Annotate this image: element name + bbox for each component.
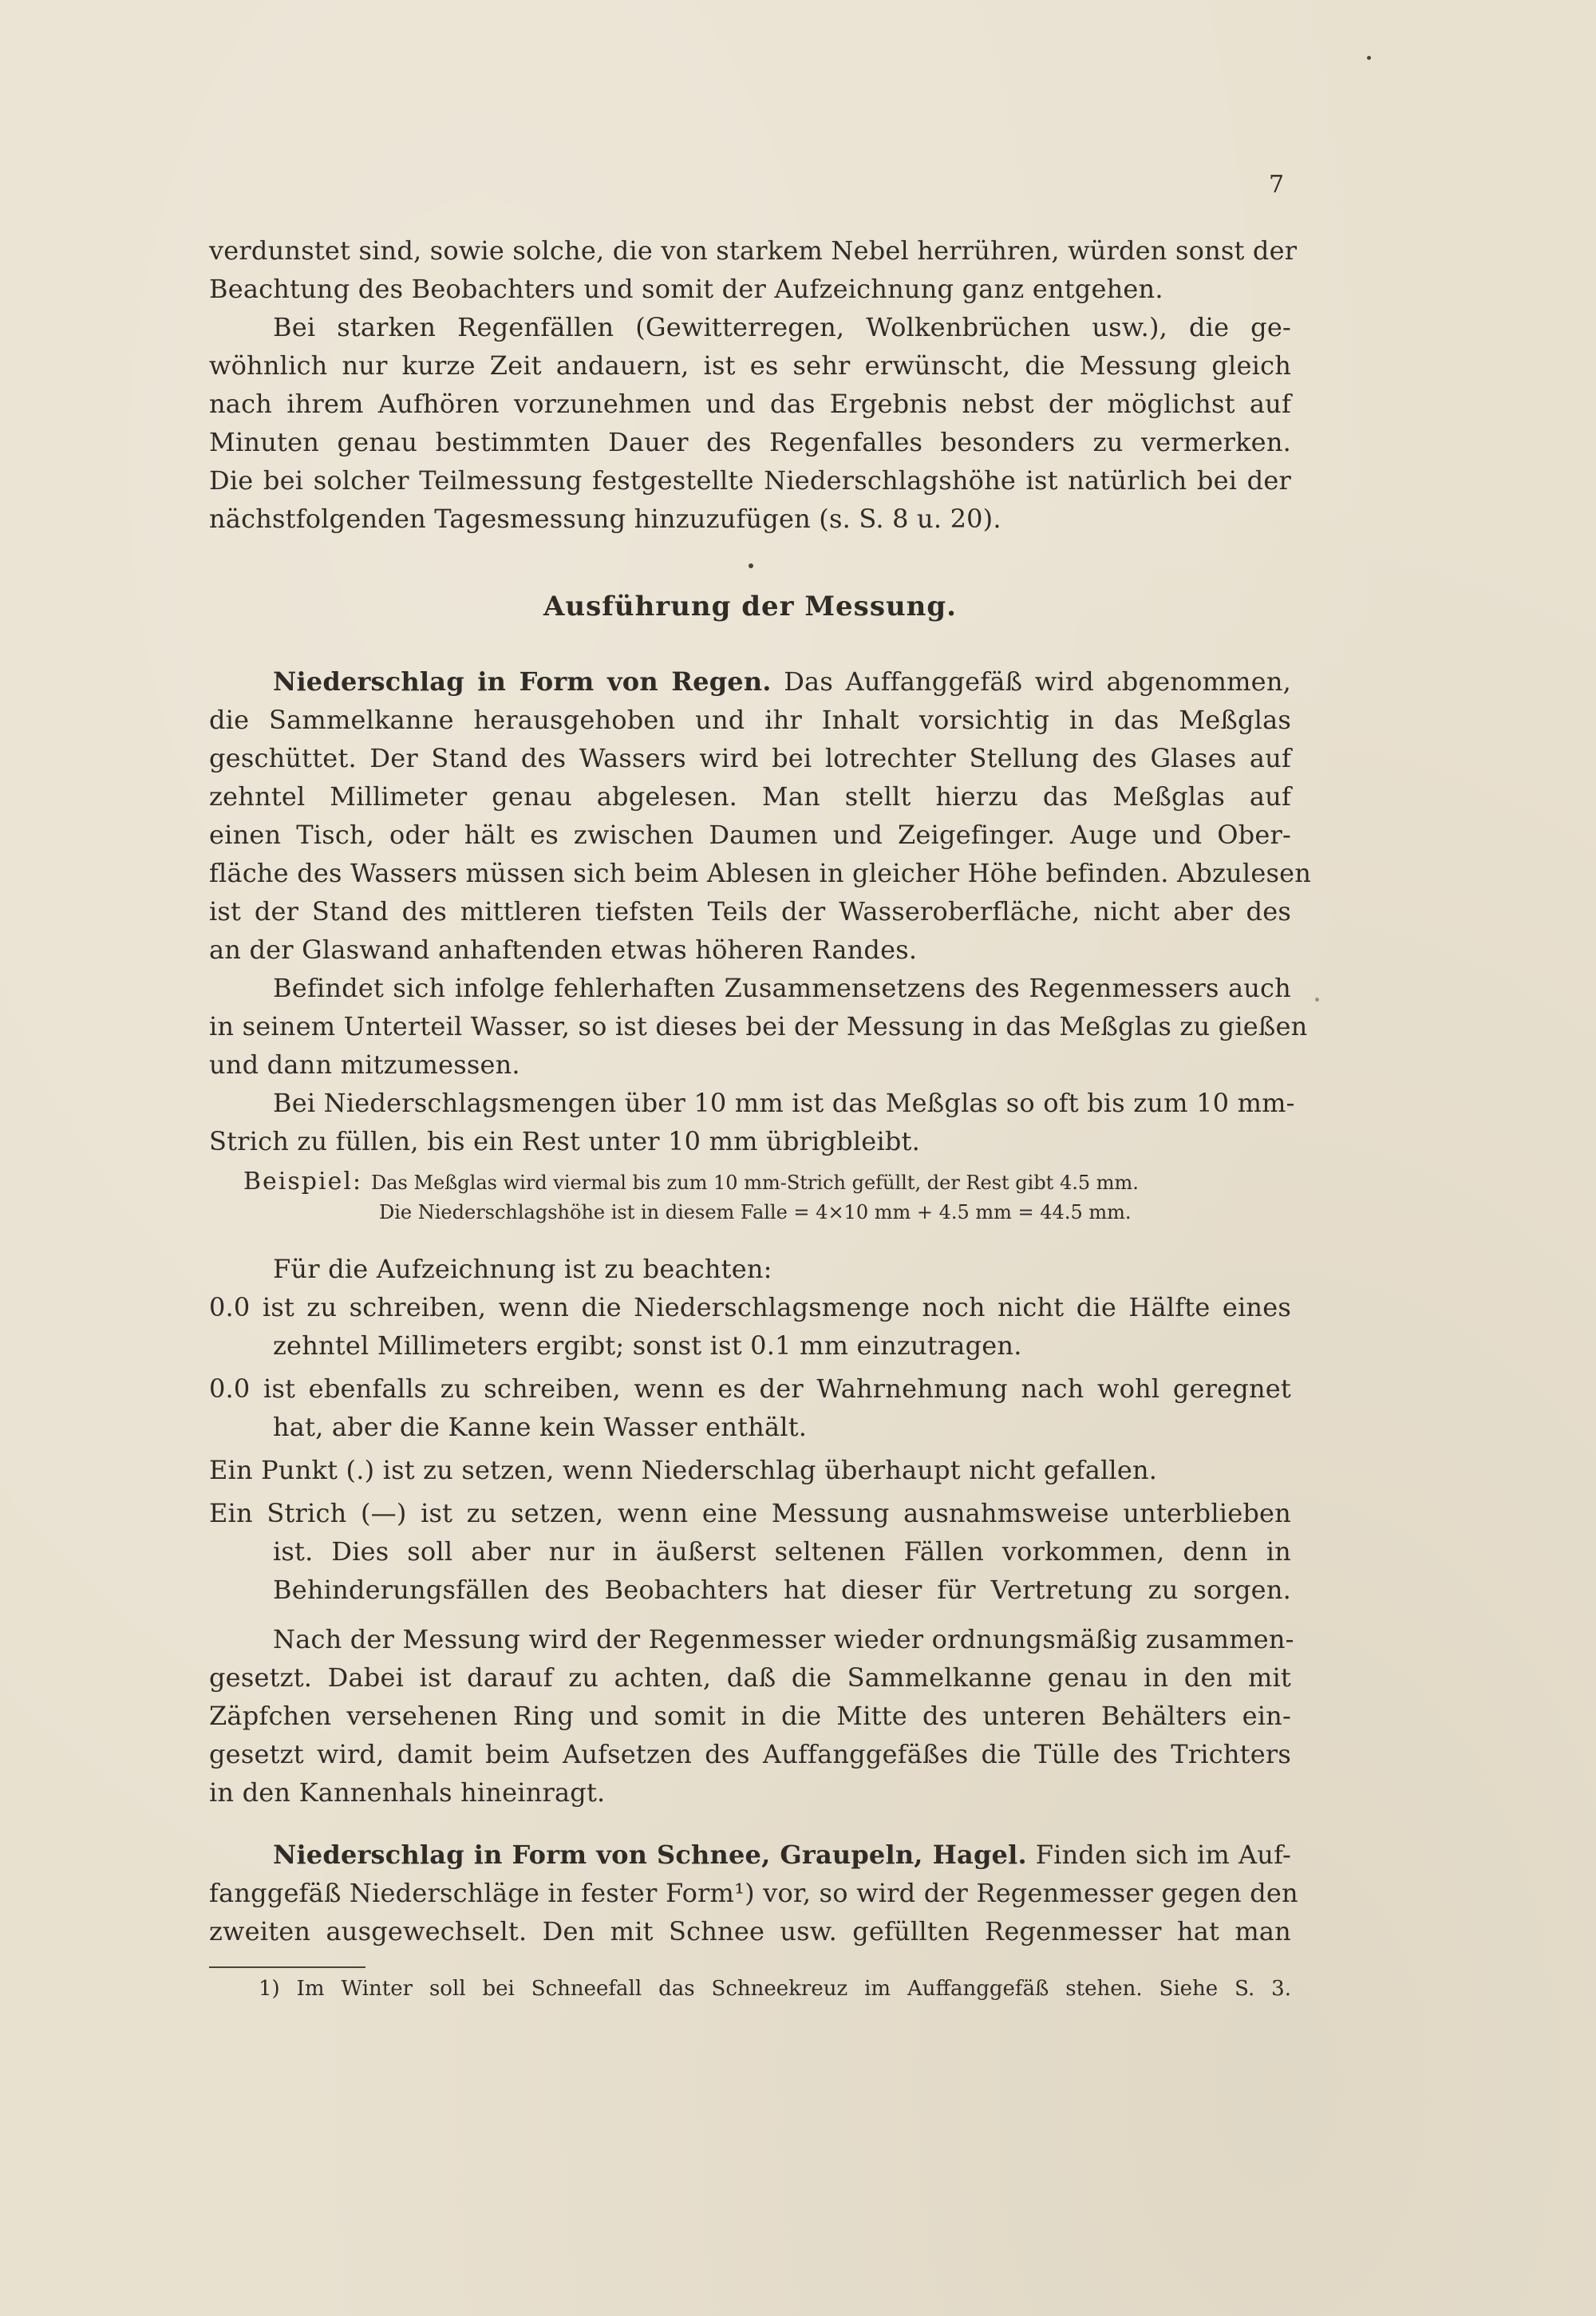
footnote-rule xyxy=(209,1966,365,1968)
paper-speck xyxy=(1367,56,1371,60)
ink-dot xyxy=(749,563,753,568)
text-line: einen Tisch, oder hält es zwischen Daumen und Zeigefinger. Auge und Ober- xyxy=(209,820,1291,850)
text-line: Strich zu füllen, bis ein Rest unter 10 mm übrigbleibt. xyxy=(209,1126,920,1156)
text-line: Für die Aufzeichnung ist zu beachten: xyxy=(273,1254,772,1284)
text-line: nächstfolgenden Tagesmessung hinzuzufügen (s. S. 8 u. 20). xyxy=(209,504,1001,534)
text-line: verdunstet sind, sowie solche, die von starkem Nebel herrühren, würden sonst der xyxy=(209,235,1298,266)
example-line: Das Meßglas wird viermal bis zum 10 mm-Strich gefüllt, der Rest gibt 4.5 mm. xyxy=(371,1172,1139,1194)
section-snow xyxy=(209,1836,1298,1950)
paragraph-evaporation xyxy=(209,231,1298,538)
section-rain xyxy=(209,662,1312,1160)
section-recording-rules xyxy=(209,1250,1291,1609)
text-line: geschüttet. Der Stand des Wassers wird bei lotrechter Stellung des Glases auf xyxy=(209,743,1291,773)
text-line: Behinderungsfällen des Beobachters hat dieser für Vertretung zu sorgen. xyxy=(273,1575,1291,1605)
text-line: Beachtung des Beobachters und somit der Aufzeichnung ganz entgehen. xyxy=(209,274,1163,304)
text-line: Bei starken Regenfällen (Gewitterregen, Wolkenbrüchen usw.), die ge- xyxy=(273,312,1291,342)
example-line: Die Niederschlagshöhe ist in diesem Falle = 4×10 mm + 4.5 mm = 44.5 mm. xyxy=(379,1201,1132,1223)
example-label: Beispiel: xyxy=(243,1168,363,1196)
text-line: wöhnlich nur kurze Zeit andauern, ist es sehr erwünscht, die Messung gleich xyxy=(209,350,1291,381)
rule-item: Ein Punkt (.) ist zu setzen, wenn Niederschlag überhaupt nicht gefallen. xyxy=(209,1455,1158,1485)
paper-speck xyxy=(1315,998,1319,1002)
text-line: zehntel Millimeter genau abgelesen. Man stellt hierzu das Meßglas auf xyxy=(209,781,1291,812)
text-line: in seinem Unterteil Wasser, so ist dieses bei der Messung in das Meßglas zu gießen xyxy=(209,1011,1308,1041)
text-fragment: Finden sich im Auf- xyxy=(1035,1840,1291,1870)
text-line: fläche des Wassers müssen sich beim Ablesen in gleicher Höhe befinden. Abzulesen xyxy=(209,858,1312,888)
text-line: ist der Stand des mittleren tiefsten Teils der Wasseroberfläche, nicht aber des xyxy=(209,896,1291,927)
example-block xyxy=(243,1167,1297,1227)
text-line: nach ihrem Aufhören vorzunehmen und das Ergebnis nebst der möglichst auf xyxy=(209,389,1291,419)
text-line: Nach der Messung wird der Regenmesser wieder ordnungsmäßig zusammen- xyxy=(273,1624,1294,1654)
text-line: ist. Dies soll aber nur in äußerst seltenen Fällen vorkommen, denn in xyxy=(273,1536,1291,1567)
text-line: zweiten ausgewechselt. Den mit Schnee usw. gefüllten Regenmesser hat man xyxy=(209,1916,1291,1946)
run-in-heading-rain: Niederschlag in Form von Regen. xyxy=(273,666,772,697)
rule-item: 0.0 ist zu schreiben, wenn die Niederschlagsmenge noch nicht die Hälfte eines xyxy=(209,1292,1291,1322)
text-line: Befindet sich infolge fehlerhaften Zusammensetzens des Regenmessers auch xyxy=(273,973,1291,1003)
paragraph-reassembly xyxy=(209,1620,1294,1812)
text-line: und dann mitzumessen. xyxy=(209,1049,520,1080)
run-in-heading-snow: Niederschlag in Form von Schnee, Graupeln, Hagel. xyxy=(273,1840,1027,1870)
text-line: gesetzt. Dabei ist darauf zu achten, daß die Sammelkanne genau in den mit xyxy=(209,1662,1291,1693)
text-line: Minuten genau bestimmten Dauer des Regenfalles besonders zu vermerken. xyxy=(209,427,1291,457)
text-line: Zäpfchen versehenen Ring und somit in die Mitte des unteren Behälters ein- xyxy=(209,1701,1291,1731)
text-line: fanggefäß Niederschläge in fester Form¹) vor, so wird der Regenmesser gegen den xyxy=(209,1878,1298,1908)
text-line: hat, aber die Kanne kein Wasser enthält. xyxy=(273,1412,808,1442)
section-heading: Ausführung der Messung. xyxy=(543,591,958,622)
example-row xyxy=(243,1167,1297,1197)
text-line: Die bei solcher Teilmessung festgestellte Niederschlagshöhe ist natürlich bei der xyxy=(209,465,1291,496)
page-number: 7 xyxy=(1269,171,1285,199)
text-line: an der Glaswand anhaftenden etwas höheren Randes. xyxy=(209,935,918,965)
text-line: die Sammelkanne herausgehoben und ihr Inhalt vorsichtig in das Meßglas xyxy=(209,705,1291,735)
footnote: 1) Im Winter soll bei Schneefall das Schneekreuz im Auffanggefäß stehen. Siehe S. 3. xyxy=(259,1977,1291,2001)
rule-item: Ein Strich (—) ist zu setzen, wenn eine Messung ausnahmsweise unterblieben xyxy=(209,1498,1291,1528)
rule-item: 0.0 ist ebenfalls zu schreiben, wenn es der Wahrnehmung nach wohl geregnet xyxy=(209,1373,1291,1404)
text-line: gesetzt wird, damit beim Aufsetzen des Auffanggefäßes die Tülle des Trichters xyxy=(209,1739,1291,1769)
text-line: Bei Niederschlagsmengen über 10 mm ist das Meßglas so oft bis zum 10 mm- xyxy=(273,1088,1295,1118)
text-line: zehntel Millimeters ergibt; sonst ist 0.1 mm einzutragen. xyxy=(273,1330,1022,1361)
text-line xyxy=(209,1836,1291,1874)
text-line: in den Kannenhals hineinragt. xyxy=(209,1777,606,1808)
text-fragment: Das Auffanggefäß wird abgenommen, xyxy=(784,666,1291,697)
text-line xyxy=(209,662,1291,701)
